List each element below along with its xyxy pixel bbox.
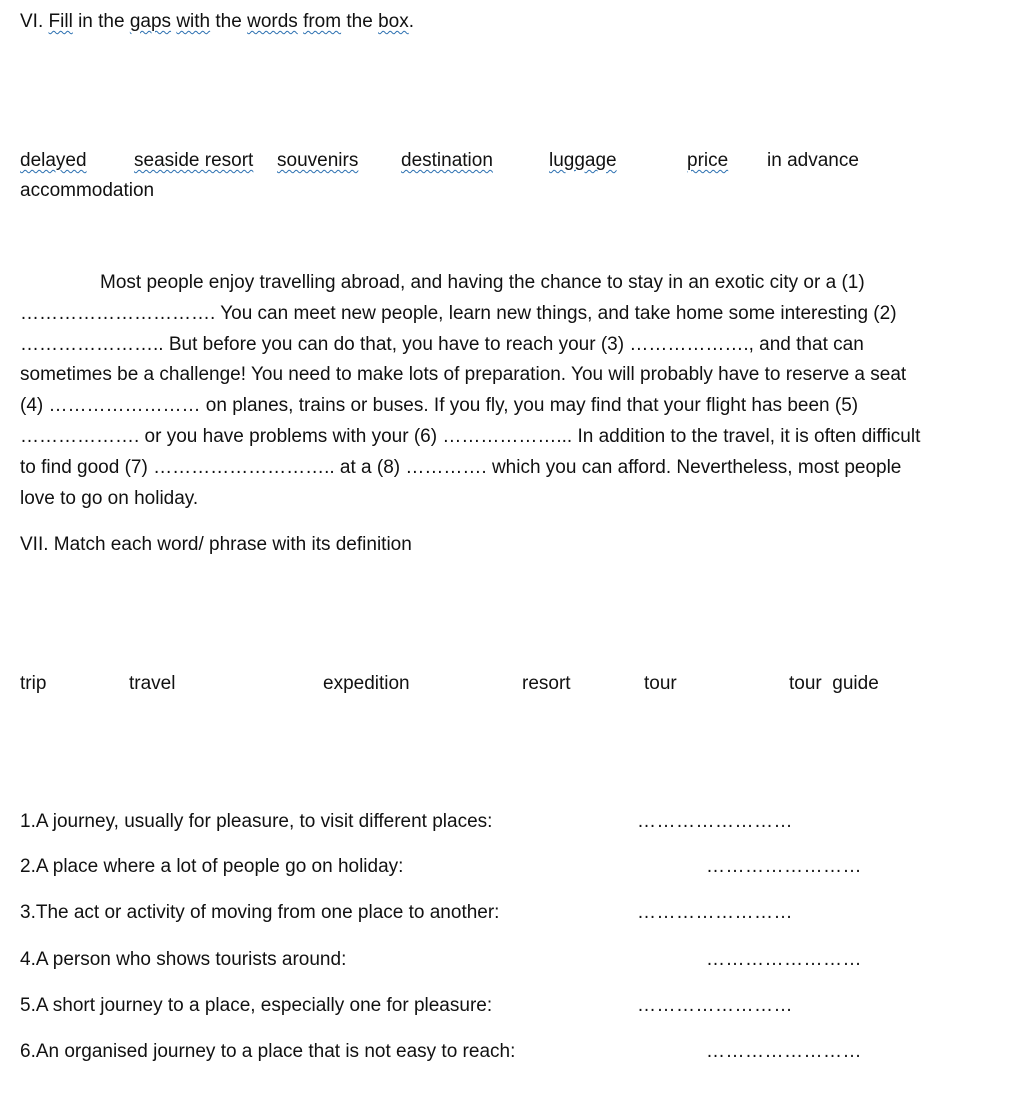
match-word: resort [522,673,571,694]
definition-text: 6.An organised journey to a place that is not easy to reach: [20,1041,516,1062]
heading-word-words: words [247,11,298,32]
word-box-item: accommodation [20,180,155,201]
answer-blank: …………………… [706,949,862,970]
paragraph-line: to find good (7) ……………………….. at a (8) …………. which you can afford. Nevertheless, most people [20,456,902,478]
word-box-item: delayed [20,150,87,171]
word-box-item: seaside resort [134,150,254,171]
match-word: expedition [323,673,410,694]
answer-blank: …………………… [706,1041,862,1062]
paragraph-line: ………………. or you have problems with your (6) ………………... In addition to the travel, it is often difficult [20,425,921,447]
section-6-heading: VI. Fill in the gaps with the words from the box. [20,11,414,32]
answer-blank: …………………… [637,811,793,832]
answer-blank: …………………… [637,902,793,923]
paragraph-line: love to go on holiday. [20,487,199,509]
paragraph-line: …………………………. You can meet new people, learn new things, and take home some interesting (2) [20,302,897,324]
paragraph-line: ………………….. But before you can do that, you have to reach your (3) ………………., and that can [20,333,864,355]
word-box-item: souvenirs [277,150,359,171]
match-word: travel [129,673,176,694]
match-word: trip [20,673,47,694]
paragraph-line: sometimes be a challenge! You need to make lots of preparation. You will probably have to reserve a seat [20,364,907,386]
heading-word-with: with [176,11,211,32]
definition-text: 5.A short journey to a place, especially one for pleasure: [20,995,493,1016]
definition-text: 2.A place where a lot of people go on holiday: [20,856,404,877]
answer-blank: …………………… [706,856,862,877]
heading-word-gaps: gaps [129,11,172,32]
word-box-item: luggage [549,150,617,171]
match-word: tour guide [789,673,879,694]
word-box-item: price [687,150,729,171]
heading-word-fill: Fill [48,11,73,32]
word-box-item: in advance [767,150,859,171]
gap-fill-paragraph [20,268,1016,514]
definition-text: 1.A journey, usually for pleasure, to visit different places: [20,811,493,832]
definition-text: 3.The act or activity of moving from one place to another: [20,902,500,923]
heading-word-box: box [378,11,409,32]
definition-text: 4.A person who shows tourists around: [20,949,347,970]
word-box-item: destination [401,150,493,171]
answer-blank: …………………… [637,995,793,1016]
match-word: tour [644,673,677,694]
paragraph-line: Most people enjoy travelling abroad, and having the chance to stay in an exotic city or a (1) [100,272,865,293]
paragraph-line: (4) …………………… on planes, trains or buses. If you fly, you may find that your flight has been (5) [20,395,859,417]
section-7-heading: VII. Match each word/ phrase with its definition [20,534,412,555]
heading-word-from: from [303,11,342,32]
